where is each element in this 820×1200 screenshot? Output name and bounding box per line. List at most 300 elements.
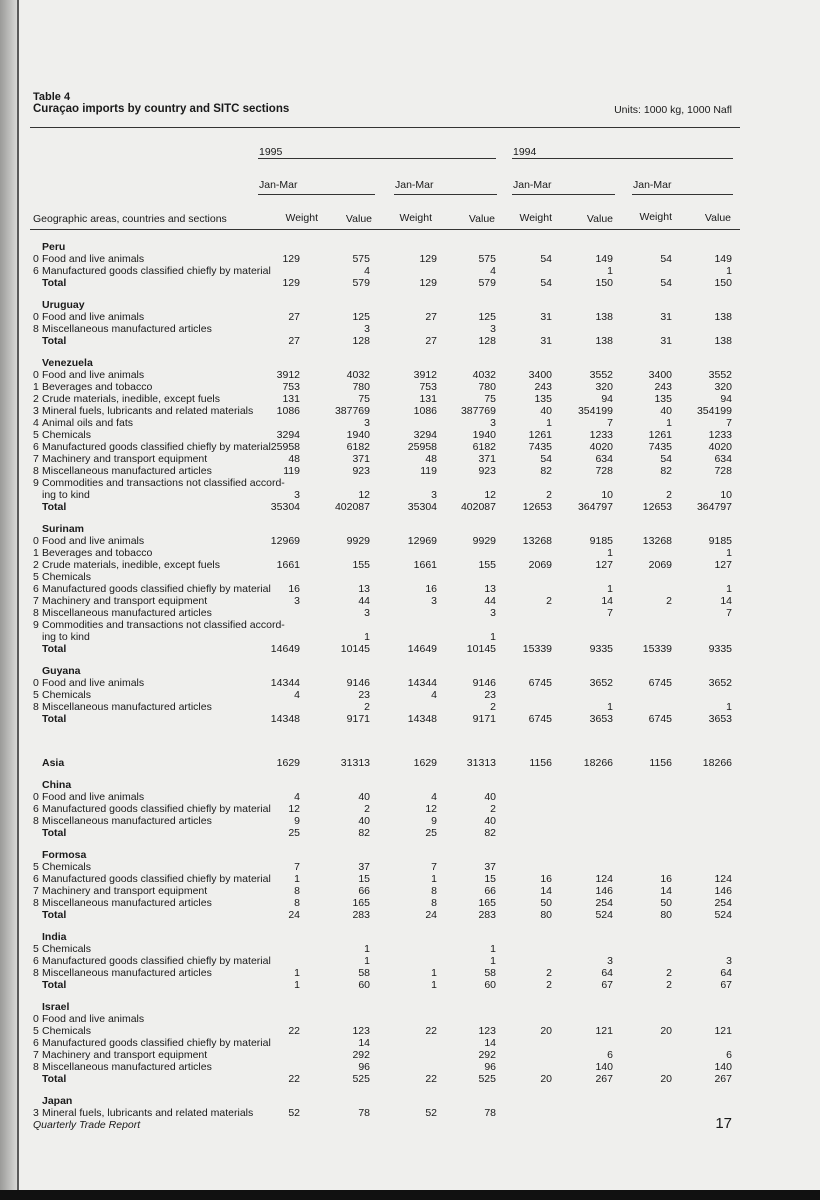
- weight-cell: 27: [425, 311, 437, 323]
- table-row: [0, 453, 820, 465]
- value-cell: 96: [484, 1061, 496, 1073]
- weight-cell: 22: [288, 1025, 300, 1037]
- country-heading: [0, 849, 820, 861]
- sitc-section-label: Food and live animals: [42, 791, 145, 803]
- weight-cell: 20: [540, 1073, 552, 1085]
- value-cell: 146: [595, 885, 613, 897]
- value-cell: 138: [714, 335, 732, 347]
- country-heading: [0, 1001, 820, 1013]
- country-heading: [0, 357, 820, 369]
- value-cell: 1: [607, 583, 613, 595]
- value-cell: 40: [484, 791, 496, 803]
- value-cell: 13: [484, 583, 496, 595]
- table-row: [0, 1025, 820, 1037]
- weight-cell: 7: [431, 861, 437, 873]
- sitc-code: 6: [33, 583, 39, 595]
- value-cell: 75: [358, 393, 370, 405]
- value-cell: 402087: [460, 501, 496, 513]
- weight-cell: 1086: [276, 405, 300, 417]
- weight-cell: 1086: [413, 405, 437, 417]
- table-row: [0, 265, 820, 277]
- year-1994: 1994: [513, 146, 537, 158]
- sitc-code: 9: [33, 477, 39, 489]
- table-row: [0, 803, 820, 815]
- value-cell: 146: [714, 885, 732, 897]
- value-cell: 9146: [472, 677, 496, 689]
- table-row: [0, 393, 820, 405]
- weight-cell: 48: [288, 453, 300, 465]
- weight-cell: 129: [282, 277, 300, 289]
- value-cell: 9185: [589, 535, 613, 547]
- weight-cell: 54: [660, 277, 672, 289]
- column-header-value: Value: [704, 212, 731, 224]
- sitc-code: 5: [33, 943, 39, 955]
- value-cell: 371: [478, 453, 496, 465]
- sitc-code: 6: [33, 803, 39, 815]
- weight-cell: 6745: [648, 713, 672, 725]
- value-cell: 31313: [466, 757, 496, 769]
- sitc-section-label: Mineral fuels, lubricants and related materials: [42, 405, 254, 417]
- weight-cell: 20: [660, 1025, 672, 1037]
- value-cell: 3652: [708, 677, 732, 689]
- weight-cell: 1: [431, 873, 437, 885]
- value-cell: 128: [352, 335, 370, 347]
- weight-cell: 40: [540, 405, 552, 417]
- value-cell: 15: [484, 873, 496, 885]
- total-row: [0, 277, 820, 289]
- value-cell: 9335: [589, 643, 613, 655]
- country-name: Venezuela: [42, 357, 93, 369]
- sitc-code: 6: [33, 441, 39, 453]
- weight-cell: 35304: [270, 501, 300, 513]
- value-cell: 58: [358, 967, 370, 979]
- column-header-weight: Weight: [399, 212, 432, 224]
- year-1995: 1995: [259, 146, 283, 158]
- value-cell: 579: [352, 277, 370, 289]
- weight-cell: 54: [660, 453, 672, 465]
- value-cell: 371: [352, 453, 370, 465]
- value-cell: 82: [484, 827, 496, 839]
- sitc-code: 7: [33, 885, 39, 897]
- value-cell: 1: [607, 701, 613, 713]
- weight-cell: 3: [294, 595, 300, 607]
- value-cell: 1: [364, 631, 370, 643]
- value-cell: 524: [714, 909, 732, 921]
- weight-cell: 25: [425, 827, 437, 839]
- sitc-section-label: Commodities and transactions not classified accord-: [42, 619, 285, 631]
- table-row: [0, 369, 820, 381]
- sitc-code: 6: [33, 955, 39, 967]
- value-cell: 127: [714, 559, 732, 571]
- weight-cell: 14649: [407, 643, 437, 655]
- sitc-section-label: ing to kind: [42, 489, 90, 501]
- value-cell: 124: [714, 873, 732, 885]
- sitc-section-label: Miscellaneous manufactured articles: [42, 967, 212, 979]
- table-row: [0, 701, 820, 713]
- value-cell: 78: [358, 1107, 370, 1119]
- value-cell: 254: [595, 897, 613, 909]
- weight-cell: 14344: [270, 677, 300, 689]
- table-row: [0, 441, 820, 453]
- weight-cell: 24: [288, 909, 300, 921]
- value-cell: 6182: [472, 441, 496, 453]
- value-cell: 66: [484, 885, 496, 897]
- country-group: [0, 849, 820, 921]
- value-cell: 23: [484, 689, 496, 701]
- table-row: [0, 1107, 820, 1119]
- value-cell: 67: [720, 979, 732, 991]
- value-cell: 75: [484, 393, 496, 405]
- value-cell: 1: [607, 265, 613, 277]
- sitc-section-label: Food and live animals: [42, 311, 145, 323]
- table-row: [0, 873, 820, 885]
- country-heading: [0, 299, 820, 311]
- country-group: [0, 1001, 820, 1085]
- value-cell: 1940: [472, 429, 496, 441]
- value-cell: 267: [714, 1073, 732, 1085]
- value-cell: 575: [478, 253, 496, 265]
- sitc-section-label: Manufactured goods classified chiefly by material: [42, 1037, 271, 1049]
- weight-cell: 129: [419, 277, 437, 289]
- table-row: [0, 417, 820, 429]
- value-cell: 94: [720, 393, 732, 405]
- column-header-weight: Weight: [639, 211, 672, 223]
- weight-cell: 24: [425, 909, 437, 921]
- weight-cell: 1: [431, 967, 437, 979]
- sitc-section-label: Manufactured goods classified chiefly by material: [42, 803, 271, 815]
- value-cell: 3: [364, 323, 370, 335]
- sitc-section-label: Manufactured goods classified chiefly by material: [42, 583, 271, 595]
- weight-cell: 82: [660, 465, 672, 477]
- table-row: [0, 1049, 820, 1061]
- value-cell: 320: [714, 381, 732, 393]
- value-cell: 387769: [334, 405, 370, 417]
- value-cell: 94: [601, 393, 613, 405]
- value-cell: 2: [364, 701, 370, 713]
- value-cell: 10145: [466, 643, 496, 655]
- weight-cell: 6745: [528, 713, 552, 725]
- table-row: [0, 405, 820, 417]
- table-row: [0, 583, 820, 595]
- sitc-section-label: Miscellaneous manufactured articles: [42, 1061, 212, 1073]
- weight-cell: 131: [419, 393, 437, 405]
- table-row: [0, 815, 820, 827]
- value-cell: 387769: [460, 405, 496, 417]
- weight-cell: 3912: [276, 369, 300, 381]
- value-cell: 354199: [577, 405, 613, 417]
- value-cell: 138: [714, 311, 732, 323]
- total-label: Total: [42, 909, 67, 921]
- country-name: Israel: [42, 1001, 70, 1013]
- total-label: Total: [42, 335, 67, 347]
- weight-cell: 12653: [642, 501, 672, 513]
- sitc-code: 6: [33, 265, 39, 277]
- sitc-code: 3: [33, 405, 39, 417]
- value-cell: 4020: [589, 441, 613, 453]
- table-row: [0, 619, 820, 631]
- value-cell: 1: [726, 265, 732, 277]
- total-row: [0, 827, 820, 839]
- table-row: [0, 595, 820, 607]
- weight-cell: 135: [534, 393, 552, 405]
- weight-cell: 1: [431, 979, 437, 991]
- value-cell: 525: [478, 1073, 496, 1085]
- weight-cell: 22: [288, 1073, 300, 1085]
- total-label: Total: [42, 713, 67, 725]
- table-row: [0, 535, 820, 547]
- weight-cell: 753: [419, 381, 437, 393]
- sitc-section-label: Manufactured goods classified chiefly by material: [42, 265, 271, 277]
- weight-cell: 12: [425, 803, 437, 815]
- table-row: [0, 861, 820, 873]
- sitc-code: 5: [33, 861, 39, 873]
- value-cell: 7: [726, 607, 732, 619]
- total-row: [0, 909, 820, 921]
- value-cell: 44: [358, 595, 370, 607]
- period-rule: [512, 194, 615, 195]
- weight-cell: 1156: [649, 757, 672, 769]
- weight-cell: 16: [288, 583, 300, 595]
- weight-cell: 22: [425, 1073, 437, 1085]
- weight-cell: 25958: [407, 441, 437, 453]
- value-cell: 150: [714, 277, 732, 289]
- sitc-code: 0: [33, 791, 39, 803]
- value-cell: 64: [720, 967, 732, 979]
- value-cell: 4: [364, 265, 370, 277]
- value-cell: 12: [358, 489, 370, 501]
- weight-cell: 50: [660, 897, 672, 909]
- weight-cell: 82: [540, 465, 552, 477]
- table-row: [0, 1013, 820, 1025]
- value-cell: 13: [358, 583, 370, 595]
- country-group: [0, 299, 820, 347]
- value-cell: 31313: [340, 757, 370, 769]
- weight-cell: 13268: [642, 535, 672, 547]
- period-rule: [258, 194, 375, 195]
- weight-cell: 1261: [528, 429, 552, 441]
- value-cell: 3: [364, 607, 370, 619]
- weight-cell: 119: [420, 465, 437, 477]
- column-header-value: Value: [468, 213, 495, 225]
- total-row: [0, 643, 820, 655]
- sitc-code: 0: [33, 311, 39, 323]
- value-cell: 60: [484, 979, 496, 991]
- value-cell: 6182: [346, 441, 370, 453]
- weight-cell: 12653: [522, 501, 552, 513]
- total-label: Total: [42, 277, 67, 289]
- value-cell: 165: [352, 897, 370, 909]
- value-cell: 3: [607, 955, 613, 967]
- column-header-weight: Weight: [519, 212, 552, 224]
- value-cell: 40: [484, 815, 496, 827]
- sitc-section-label: Manufactured goods classified chiefly by material: [42, 873, 271, 885]
- sitc-section-label: Miscellaneous manufactured articles: [42, 701, 212, 713]
- value-cell: 78: [484, 1107, 496, 1119]
- weight-cell: 2: [546, 979, 552, 991]
- weight-cell: 27: [288, 311, 300, 323]
- value-cell: 96: [358, 1061, 370, 1073]
- weight-cell: 1: [294, 873, 300, 885]
- weight-cell: 1156: [529, 757, 552, 769]
- value-cell: 254: [714, 897, 732, 909]
- weight-cell: 3400: [648, 369, 672, 381]
- weight-cell: 31: [660, 335, 672, 347]
- table-row: [0, 381, 820, 393]
- publication-name: Quarterly Trade Report: [33, 1119, 141, 1131]
- weight-cell: 54: [540, 253, 552, 265]
- value-cell: 780: [352, 381, 370, 393]
- table-row: [0, 429, 820, 441]
- value-cell: 3653: [708, 713, 732, 725]
- weight-cell: 243: [654, 381, 672, 393]
- value-cell: 354199: [696, 405, 732, 417]
- weight-cell: 50: [540, 897, 552, 909]
- value-cell: 4: [490, 265, 496, 277]
- sitc-section-label: Chemicals: [42, 571, 92, 583]
- value-cell: 14: [601, 595, 613, 607]
- weight-cell: 753: [282, 381, 300, 393]
- weight-cell: 9: [431, 815, 437, 827]
- sitc-section-label: Chemicals: [42, 861, 92, 873]
- value-cell: 1: [726, 547, 732, 559]
- sitc-code: 7: [33, 453, 39, 465]
- sitc-section-label: Miscellaneous manufactured articles: [42, 607, 212, 619]
- value-cell: 728: [714, 465, 732, 477]
- region-name: Asia: [42, 757, 65, 769]
- table-row: [0, 677, 820, 689]
- weight-cell: 3: [294, 489, 300, 501]
- weight-cell: 14344: [407, 677, 437, 689]
- value-cell: 121: [714, 1025, 732, 1037]
- sitc-section-label: Chemicals: [42, 1025, 92, 1037]
- title-rule: [30, 127, 740, 128]
- weight-cell: 14649: [270, 643, 300, 655]
- value-cell: 123: [478, 1025, 496, 1037]
- weight-cell: 54: [540, 453, 552, 465]
- weight-cell: 2: [666, 979, 672, 991]
- value-cell: 3652: [589, 677, 613, 689]
- weight-cell: 20: [660, 1073, 672, 1085]
- weight-cell: 135: [654, 393, 672, 405]
- value-cell: 150: [595, 277, 613, 289]
- sitc-code: 8: [33, 465, 39, 477]
- table-row: [0, 631, 820, 643]
- value-cell: 320: [595, 381, 613, 393]
- sitc-code: 5: [33, 1025, 39, 1037]
- sitc-section-label: Crude materials, inedible, except fuels: [42, 559, 221, 571]
- weight-cell: 31: [660, 311, 672, 323]
- value-cell: 923: [478, 465, 496, 477]
- value-cell: 9146: [346, 677, 370, 689]
- weight-cell: 16: [540, 873, 552, 885]
- value-cell: 525: [352, 1073, 370, 1085]
- sitc-section-label: Beverages and tobacco: [42, 381, 153, 393]
- value-cell: 364797: [577, 501, 613, 513]
- sitc-code: 8: [33, 1061, 39, 1073]
- weight-cell: 31: [540, 311, 552, 323]
- value-cell: 3552: [708, 369, 732, 381]
- weight-cell: 1629: [413, 757, 437, 769]
- weight-cell: 15339: [522, 643, 552, 655]
- weight-cell: 6745: [528, 677, 552, 689]
- value-cell: 2: [490, 701, 496, 713]
- weight-cell: 25: [288, 827, 300, 839]
- value-cell: 4032: [472, 369, 496, 381]
- sitc-code: 6: [33, 1037, 39, 1049]
- sitc-code: 5: [33, 429, 39, 441]
- country-group: [0, 357, 820, 513]
- value-cell: 149: [714, 253, 732, 265]
- value-cell: 2: [490, 803, 496, 815]
- value-cell: 138: [595, 335, 613, 347]
- weight-cell: 27: [288, 335, 300, 347]
- country-name: India: [42, 931, 67, 943]
- value-cell: 155: [478, 559, 496, 571]
- sitc-code: 6: [33, 873, 39, 885]
- total-row: [0, 501, 820, 513]
- value-cell: 12: [484, 489, 496, 501]
- sitc-section-label: Food and live animals: [42, 253, 145, 265]
- table-row: [0, 1061, 820, 1073]
- country-heading: [0, 1095, 820, 1107]
- total-label: Total: [42, 501, 67, 513]
- value-cell: 923: [352, 465, 370, 477]
- weight-cell: 16: [660, 873, 672, 885]
- sitc-section-label: ing to kind: [42, 631, 90, 643]
- weight-cell: 9: [294, 815, 300, 827]
- weight-cell: 14: [660, 885, 672, 897]
- value-cell: 283: [352, 909, 370, 921]
- sitc-code: 8: [33, 323, 39, 335]
- country-name: China: [42, 779, 72, 791]
- weight-cell: 12: [288, 803, 300, 815]
- table-row: [0, 791, 820, 803]
- sitc-section-label: Food and live animals: [42, 677, 145, 689]
- value-cell: 44: [484, 595, 496, 607]
- value-cell: 67: [601, 979, 613, 991]
- value-cell: 14: [720, 595, 732, 607]
- weight-cell: 12969: [270, 535, 300, 547]
- country-name: Guyana: [42, 665, 81, 677]
- weight-cell: 52: [425, 1107, 437, 1119]
- weight-cell: 80: [660, 909, 672, 921]
- column-header-weight: Weight: [285, 212, 318, 224]
- weight-cell: 8: [431, 897, 437, 909]
- value-cell: 1: [607, 547, 613, 559]
- period-rule: [394, 194, 497, 195]
- weight-cell: 2: [546, 595, 552, 607]
- weight-cell: 35304: [407, 501, 437, 513]
- value-cell: 1233: [589, 429, 613, 441]
- value-cell: 149: [595, 253, 613, 265]
- country-name: Uruguay: [42, 299, 85, 311]
- sitc-section-label: Machinery and transport equipment: [42, 453, 208, 465]
- value-cell: 1: [490, 943, 496, 955]
- weight-cell: 3912: [413, 369, 437, 381]
- sitc-section-label: Miscellaneous manufactured articles: [42, 323, 212, 335]
- value-cell: 64: [601, 967, 613, 979]
- weight-cell: 6745: [648, 677, 672, 689]
- sitc-code: 8: [33, 607, 39, 619]
- value-cell: 292: [478, 1049, 496, 1061]
- sitc-section-label: Machinery and transport equipment: [42, 885, 208, 897]
- country-group: [0, 665, 820, 725]
- sitc-section-label: Animal oils and fats: [42, 417, 134, 429]
- value-cell: 3: [726, 955, 732, 967]
- value-cell: 3: [490, 323, 496, 335]
- total-label: Total: [42, 979, 67, 991]
- weight-cell: 2: [546, 967, 552, 979]
